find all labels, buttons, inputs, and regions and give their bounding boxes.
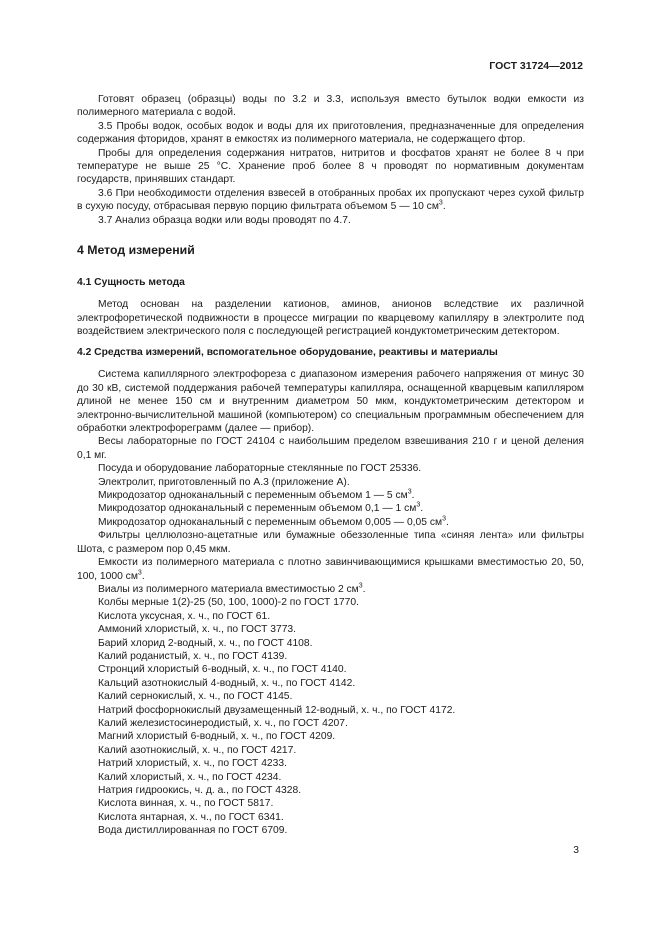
paragraph: Виалы из полимерного материала вместимостью 2 $см^3$. xyxy=(98,582,366,595)
paragraph: Готовят образец (образцы) воды по 3.2 и 3.3, используя вместо бутылок водки емкости из полимерного материала с водой. xyxy=(77,94,584,119)
paragraph: Микродозатор одноканальный с переменным объемом 0,1 — 1 $см^3$. xyxy=(98,502,424,515)
list-item: Натрий хлористый, х. ч., по ГОСТ 4233. xyxy=(98,758,287,770)
list-item: Калий железистосинеродистый, х. ч., по ГОСТ 4207. xyxy=(98,717,348,729)
list-item: Кальций азотнокислый 4-водный, х. ч., по ГОСТ 4142. xyxy=(98,677,356,689)
list-item: Кислота янтарная, х. ч., по ГОСТ 6341. xyxy=(98,811,284,823)
paragraph: Весы лабораторные по ГОСТ 24104 с наибольшим пределом взвешивания 210 г и ценой деления 0,1 мг. xyxy=(77,436,584,461)
paragraph: Электролит, приготовленный по А.3 (приложение А). xyxy=(98,476,350,488)
paragraph: Фильтры целлюлозно-ацетатные или бумажные обеззоленные типа «синяя лента» или фильтры Шота, с размером пор 0,45 мкм. xyxy=(77,530,584,555)
paragraph: Микродозатор одноканальный с переменным объемом 1 — 5 $см^3$. xyxy=(98,488,415,502)
paragraph-text: Микродозатор одноканальный с переменным объемом 0,005 — 0,05 см xyxy=(98,516,443,528)
page-number: 3 xyxy=(573,845,579,856)
paragraph-text: Микродозатор одноканальный с переменным объемом 1 — 5 см xyxy=(98,490,408,502)
list-item: Натрий фосфорнокислый двузамещенный 12-водный, х. ч., по ГОСТ 4172. xyxy=(98,704,456,716)
list-item: Кислота винная, х. ч., по ГОСТ 5817. xyxy=(98,798,274,810)
list-item: Вода дистиллированная по ГОСТ 6709. xyxy=(98,825,288,837)
superscript: 3 xyxy=(416,502,421,510)
list-item: Натрия гидроокись, ч. д. а., по ГОСТ 4328. xyxy=(98,785,302,796)
paragraph-text: Микродозатор одноканальный с переменным объемом 0,1 — 1 см xyxy=(98,503,417,515)
section-3-continuation xyxy=(77,93,584,227)
paragraph-text: Виалы из полимерного материала вместимостью 2 см xyxy=(98,583,359,595)
superscript: 3 xyxy=(407,488,412,496)
paragraph-3-5: 3.5 Пробы водок, особых водок и воды для их приготовления, предназначенные для определения содержания фторидов, хранят в емкостях из полимерного материала, не содержащего фтор. xyxy=(77,120,584,146)
list-item: Аммоний хлористый, х. ч., по ГОСТ 3773. xyxy=(98,624,297,636)
list-item: Барий хлорид 2-водный, х. ч., по ГОСТ 4108. xyxy=(98,637,313,649)
paragraph: Метод основан на разделении катионов, аминов, анионов вследствие их различной электрофоретической подвижности в процессе миграции по кварцевому капилляру в электролите под воздействием электрического поля с последующей регистрацией кондуктометрическим детектором. xyxy=(77,299,584,338)
document-id-header: ГОСТ 31724—2012 xyxy=(489,60,583,72)
list-item: Калий хлористый, х. ч., по ГОСТ 4234. xyxy=(98,771,282,783)
superscript: 3 xyxy=(358,582,363,590)
paragraph-text: 3.6 При необходимости отделения взвесей в отобранных пробах их пропускают через сухой фильтр в сухую посуду, отбрасывая первую порцию фильтрата объемом 5 — 10 см xyxy=(77,187,584,213)
list-item: Магний хлористый 6-водный, х. ч., по ГОСТ 4209. xyxy=(98,731,336,743)
list-item: Калий сернокислый, х. ч., по ГОСТ 4145. xyxy=(98,691,293,703)
subsection-4-2-heading: 4.2 Средства измерений, вспомогательное оборудование, реактивы и материалы xyxy=(77,347,498,358)
subsection-4-1 xyxy=(77,276,584,339)
list-item: Колбы мерные 1(2)-25 (50, 100, 1000)-2 по ГОСТ 1770. xyxy=(98,597,359,609)
section-4-heading: 4 Метод измерений xyxy=(77,243,195,257)
superscript: 3 xyxy=(442,515,446,523)
paragraph: Система капиллярного электрофореза с диапазоном измерения рабочего напряжения от минус 30 до 30 кВ, системой поддержания рабочей температуры капилляра, оснащенной кварцевым капилляром длиной не менее 150 см и внутренним диаметром 50 мкм, кондуктометрическим детектором и электронно-вычислительной машиной (компьютером) со специальным программным обеспечением для обработки электрофореграмм (далее — прибор). xyxy=(77,369,584,435)
list-item: Кислота уксусная, х. ч., по ГОСТ 61. xyxy=(98,610,271,622)
paragraph-text: Емкости из полимерного материала с плотно завинчивающимися крышками вместимостью 20, 50, 100, 1000 см xyxy=(77,557,584,582)
paragraph-3-7: 3.7 Анализ образца водки или воды проводят по 4.7. xyxy=(98,214,351,226)
paragraph-3-6: 3.6 При необходимости отделения взвесей в отобранных пробах их пропускают через сухой фильтр в сухую посуду, отбрасывая первую порцию фильтрата объемом 5 — 10 $см^3$. xyxy=(77,187,584,213)
paragraph: Микродозатор одноканальный с переменным объемом 0,005 — 0,05 $см^3$. xyxy=(98,515,449,528)
list-item: Калий азотнокислый, х. ч., по ГОСТ 4217. xyxy=(98,744,297,756)
list-item: Калий роданистый, х. ч., по ГОСТ 4139. xyxy=(98,650,288,662)
paragraph: Пробы для определения содержания нитратов, нитритов и фосфатов хранят не более 8 ч при температуре не выше 25 °С. Хранение проб более 8 ч проводят по нормативным документам государств, принявших стандарт. xyxy=(77,147,584,186)
reagents-list xyxy=(77,596,584,837)
superscript: 3 xyxy=(137,569,142,577)
superscript: 3 xyxy=(438,199,443,207)
subsection-4-1-heading: 4.1 Сущность метода xyxy=(77,277,185,288)
subsection-4-2 xyxy=(77,346,584,838)
paragraph: Емкости из полимерного материала с плотно завинчивающимися крышками вместимостью 20, 50, 100, 1000 $см^3$. xyxy=(77,557,584,582)
list-item: Стронций хлористый 6-водный, х. ч., по ГОСТ 4140. xyxy=(98,664,347,676)
paragraph: Посуда и оборудование лабораторные стеклянные по ГОСТ 25336. xyxy=(98,463,422,475)
